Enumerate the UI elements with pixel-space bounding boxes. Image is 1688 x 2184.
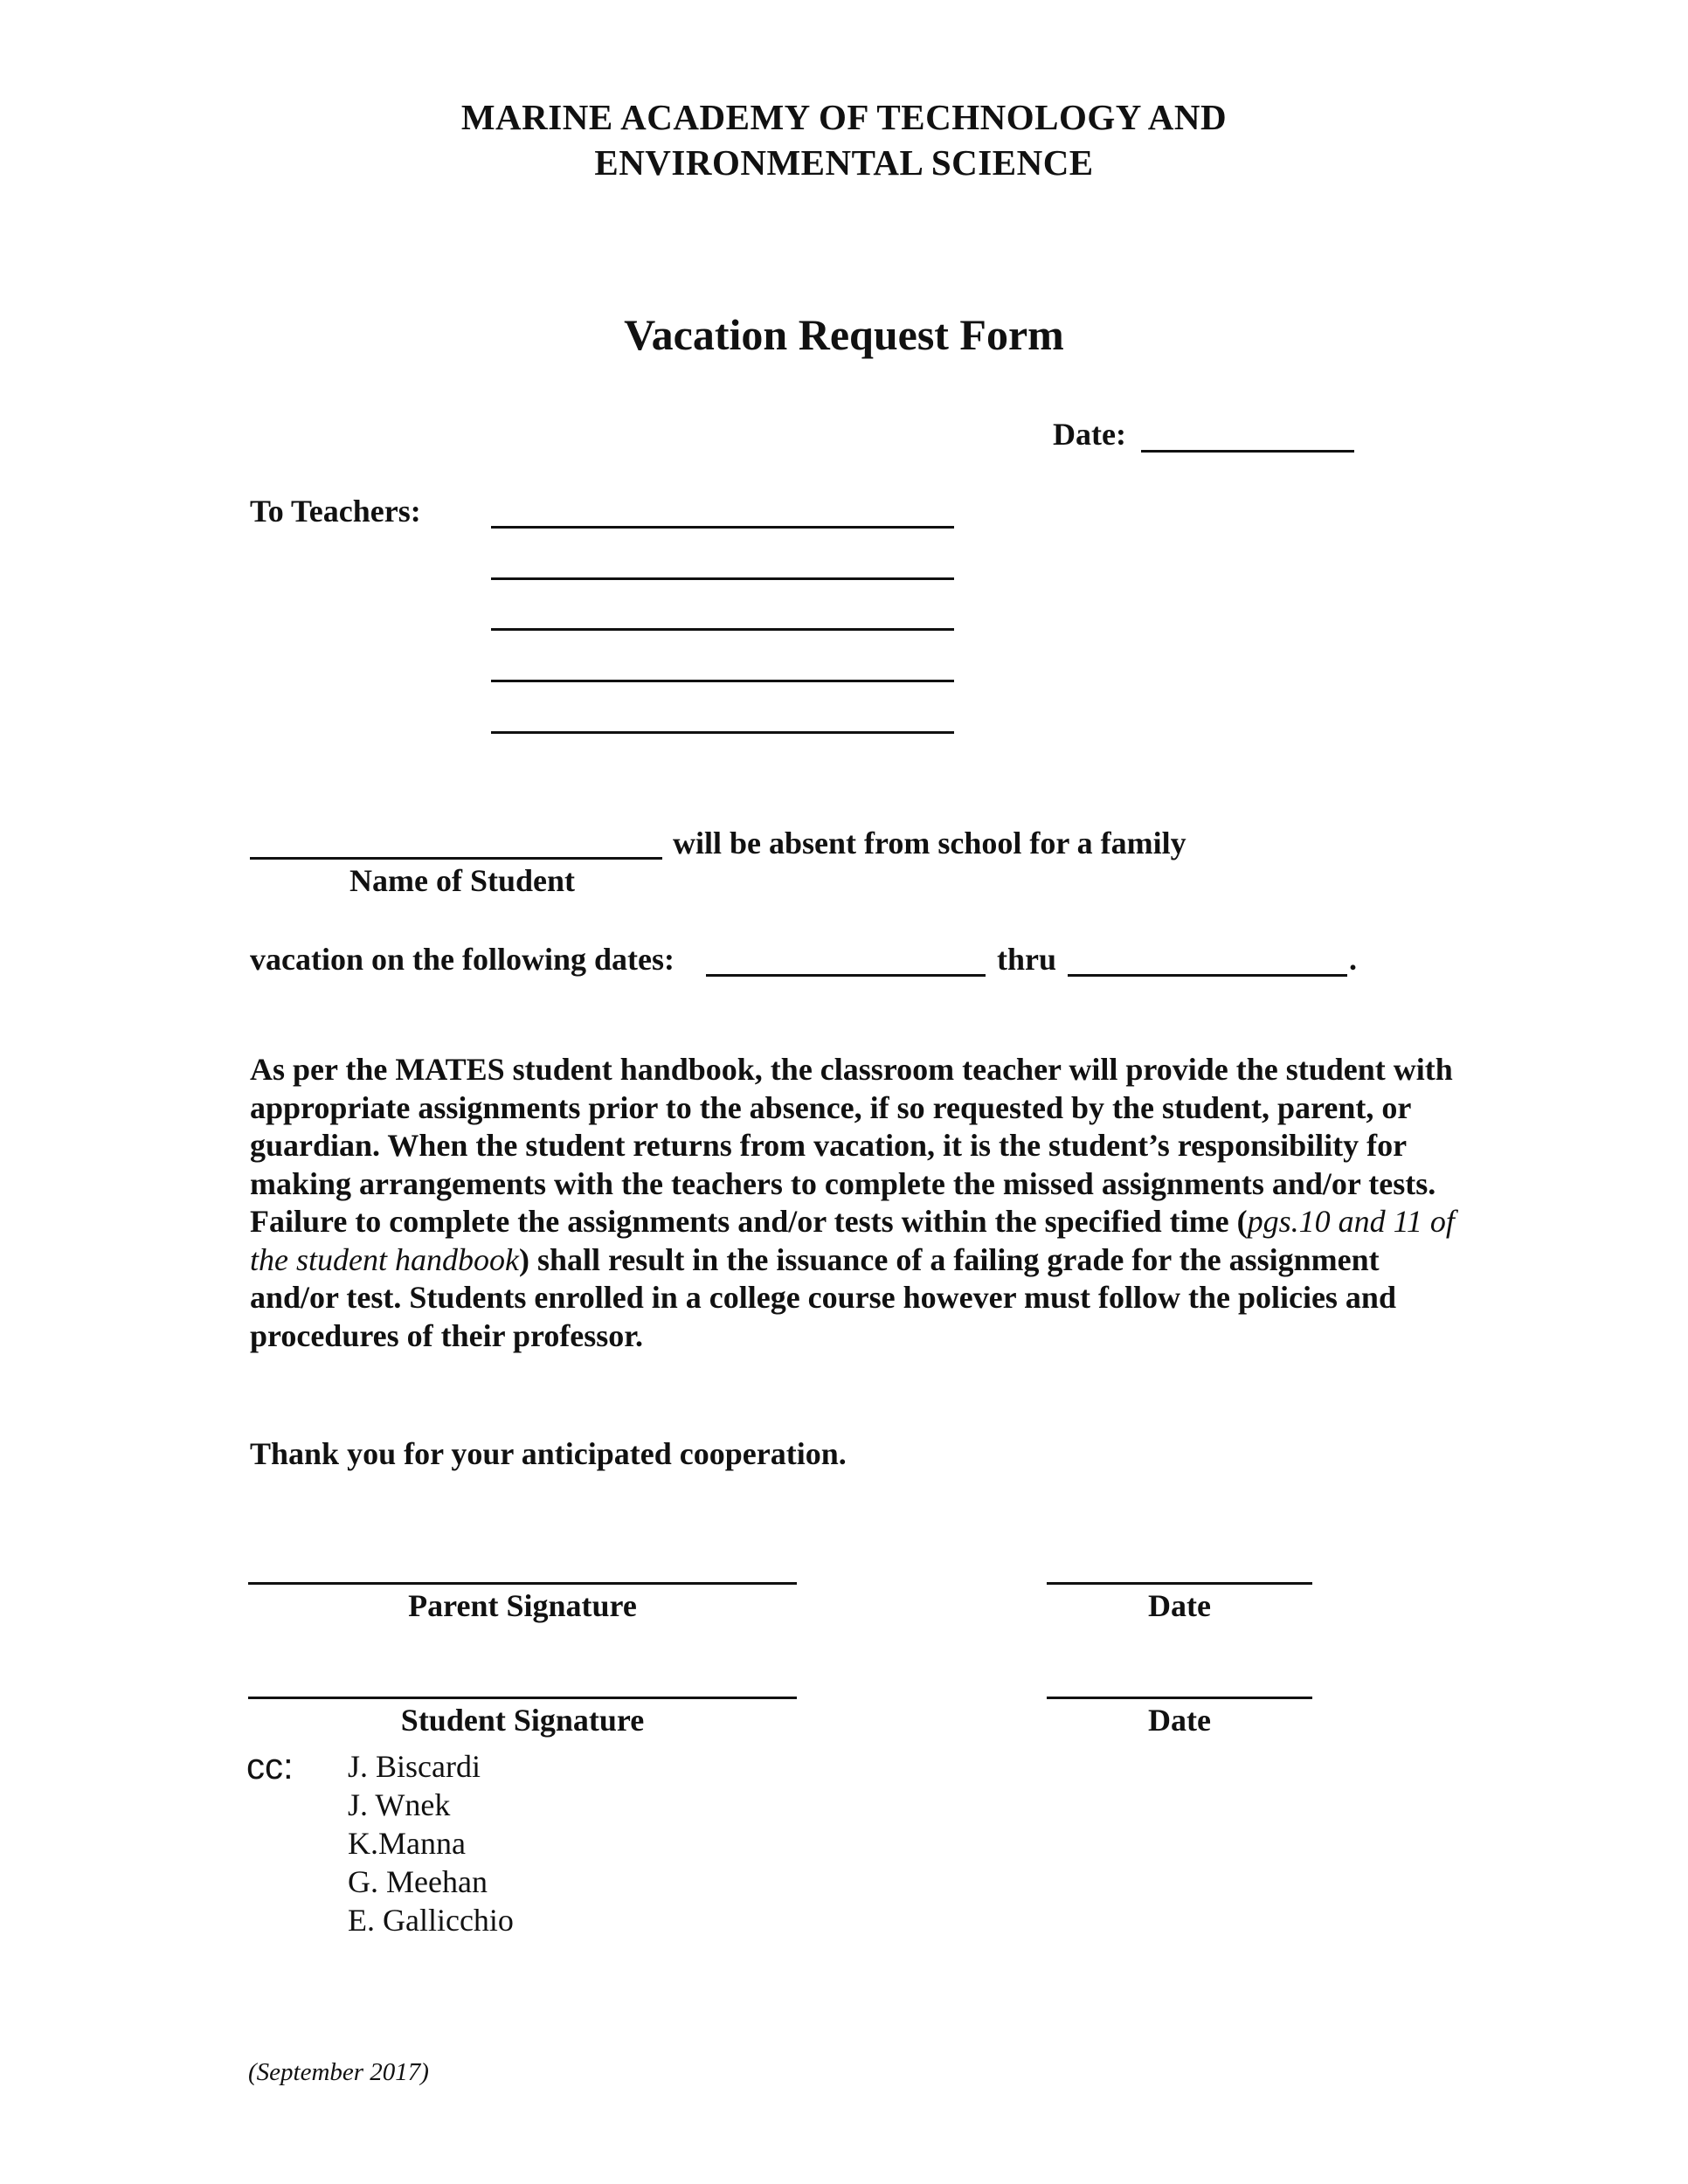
student-name-caption: Name of Student [349, 863, 575, 898]
cc-name: J. Biscardi [348, 1749, 481, 1784]
thru-text: thru [997, 942, 1057, 977]
school-name [0, 94, 1688, 185]
to-teachers-label: To Teachers: [250, 494, 421, 529]
teacher-field-2[interactable] [491, 577, 954, 580]
student-name-field[interactable] [250, 857, 662, 860]
teacher-field-3[interactable] [491, 628, 954, 631]
closing-text: Thank you for your anticipated cooperation. [250, 1436, 847, 1471]
student-date-label: Date [1148, 1703, 1211, 1738]
policy-text-part-1: As per the MATES student handbook, the classroom teacher will provide the student with appropriate assignments prior to the absence, if so requested by the student, parent, or guardian. When the student returns from vacation, it is the student’s responsibility for making arrangements with the teachers to complete the missed assignments and/or tests. Failure to complete the assignments and/or tests within the specified time ( [250, 1052, 1453, 1239]
cc-name: E. Gallicchio [348, 1903, 514, 1938]
date-label: Date: [1053, 417, 1126, 452]
student-signature-field[interactable] [248, 1697, 797, 1699]
absence-text: will be absent from school for a family [673, 826, 1186, 860]
cc-name: K.Manna [348, 1826, 466, 1861]
sentence-period: . [1349, 942, 1357, 977]
teacher-field-1[interactable] [491, 526, 954, 529]
parent-date-label: Date [1148, 1588, 1211, 1623]
policy-text-part-2: ) shall result in the issuance of a failing grade for the assignment and/or test. Students enrolled in a college course however must follow the policies and procedures of their professor. [250, 1241, 1396, 1353]
parent-signature-label: Parent Signature [408, 1588, 637, 1623]
student-signature-label: Student Signature [400, 1703, 645, 1738]
cc-name: G. Meehan [348, 1864, 488, 1899]
student-date-field[interactable] [1047, 1697, 1312, 1699]
teacher-field-4[interactable] [491, 680, 954, 682]
form-title: Vacation Request Form [624, 310, 1064, 359]
cc-list [348, 1747, 514, 1939]
school-name-line-2: ENVIRONMENTAL SCIENCE [594, 142, 1094, 183]
start-date-field[interactable] [706, 974, 986, 977]
cc-name: J. Wnek [348, 1787, 451, 1822]
handbook-reference: pgs.10 and 11 of the student handbook [250, 1204, 1455, 1277]
end-date-field[interactable] [1068, 974, 1347, 977]
school-name-line-1: MARINE ACADEMY OF TECHNOLOGY AND [460, 97, 1228, 137]
teacher-field-5[interactable] [491, 731, 954, 734]
vacation-dates-text: vacation on the following dates: [250, 942, 675, 977]
policy-paragraph [250, 1051, 1473, 1355]
parent-date-field[interactable] [1047, 1582, 1312, 1585]
cc-label: cc: [246, 1745, 294, 1787]
date-field[interactable] [1141, 450, 1354, 453]
revision-date: (September 2017) [248, 2058, 429, 2086]
parent-signature-field[interactable] [248, 1582, 797, 1585]
